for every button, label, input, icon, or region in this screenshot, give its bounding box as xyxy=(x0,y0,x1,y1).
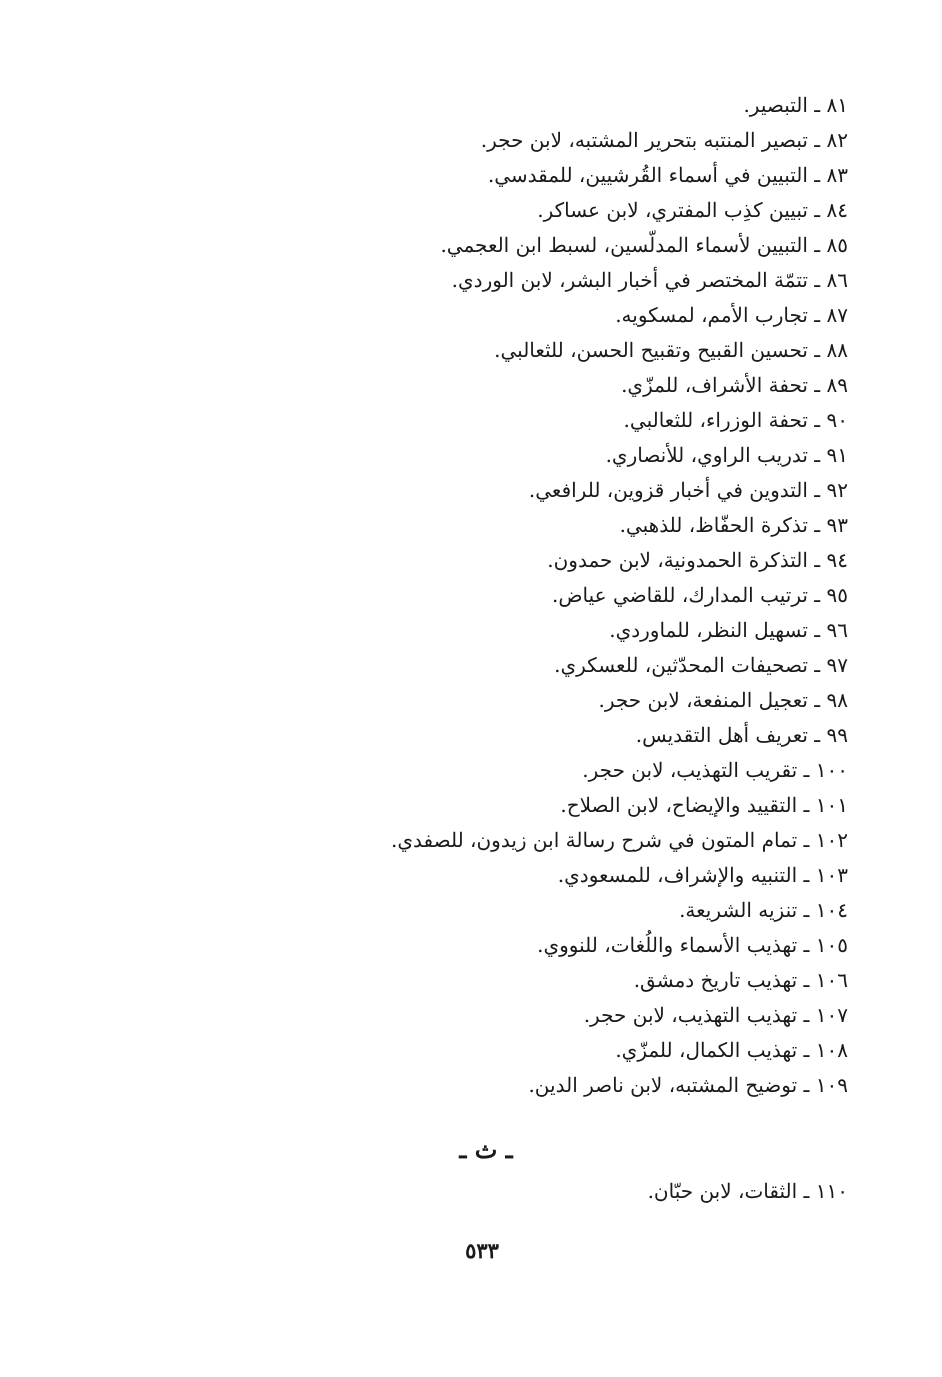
list-item: ١٠٨ ـ تهذيب الكمال، للمزّي. xyxy=(615,1038,848,1062)
list-item: ١٠٤ ـ تنزيه الشريعة. xyxy=(679,898,848,922)
list-item: ١٠٠ ـ تقريب التهذيب، لابن حجر. xyxy=(582,758,848,782)
list-item: ٨٤ ـ تبيين كذِب المفتري، لابن عساكر. xyxy=(537,198,848,222)
list-item: ٩٥ ـ ترتيب المدارك، للقاضي عياض. xyxy=(551,583,848,607)
list-item: ١٠٦ ـ تهذيب تاريخ دمشق. xyxy=(633,968,848,992)
list-item: ٩٢ ـ التدوين في أخبار قزوين، للرافعي. xyxy=(528,478,848,502)
list-item: ١٠٧ ـ تهذيب التهذيب، لابن حجر. xyxy=(583,1003,848,1027)
list-item: ٨٧ ـ تجارب الأمم، لمسكويه. xyxy=(615,303,848,327)
list-item: ١٠٣ ـ التنبيه والإشراف، للمسعودي. xyxy=(557,863,848,887)
list-item: ٨٨ ـ تحسين القبيح وتقبيح الحسن، للثعالبي. xyxy=(494,338,848,362)
list-item: ٨٥ ـ التبيين لأسماء المدلّسين، لسبط ابن العجمي. xyxy=(440,233,848,257)
list-item: ٩٩ ـ تعريف أهل التقديس. xyxy=(635,723,848,747)
list-item: ٩٤ ـ التذكرة الحمدونية، لابن حمدون. xyxy=(547,548,848,572)
list-item: ١٠١ ـ التقييد والإيضاح، لابن الصلاح. xyxy=(560,793,848,817)
list-item: ٩٦ ـ تسهيل النظر، للماوردي. xyxy=(609,618,848,642)
list-item: ٨١ ـ التبصير. xyxy=(743,93,848,117)
list-item: ٩٣ ـ تذكرة الحفّاظ، للذهبي. xyxy=(619,513,848,537)
list-item: ٨٩ ـ تحفة الأشراف، للمزّي. xyxy=(621,373,848,397)
list-item: ١٠٢ ـ تمام المتون في شرح رسالة ابن زيدون، للصفدي. xyxy=(391,828,848,852)
list-item: ٩٠ ـ تحفة الوزراء، للثعالبي. xyxy=(623,408,848,432)
section-heading xyxy=(0,1132,942,1168)
list-item: ١٠٩ ـ توضيح المشتبه، لابن ناصر الدين. xyxy=(528,1073,848,1097)
list-item: ١٠٥ ـ تهذيب الأسماء واللُغات، للنووي. xyxy=(537,933,848,957)
bibliography-list xyxy=(248,88,848,1103)
list-item: ٨٢ ـ تبصير المنتبه بتحرير المشتبه، لابن حجر. xyxy=(480,128,848,152)
page-number xyxy=(0,1236,942,1266)
list-item: ١١٠ ـ الثقات، لابن حبّان. xyxy=(647,1179,848,1203)
section-heading-text: ـ ث ـ xyxy=(459,1135,513,1164)
list-item: ٩٧ ـ تصحيفات المحدّثين، للعسكري. xyxy=(554,653,848,677)
list-item: ٨٣ ـ التبيين في أسماء القُرشيين، للمقدسي. xyxy=(487,163,848,187)
bibliography-list-section-2 xyxy=(248,1174,848,1209)
list-item: ٩١ ـ تدريب الراوي، للأنصاري. xyxy=(605,443,848,467)
list-item: ٩٨ ـ تعجيل المنفعة، لابن حجر. xyxy=(598,688,848,712)
list-item: ٨٦ ـ تتمّة المختصر في أخبار البشر، لابن الوردي. xyxy=(451,268,848,292)
page-number-text: ٥٣٣ xyxy=(465,1238,499,1263)
